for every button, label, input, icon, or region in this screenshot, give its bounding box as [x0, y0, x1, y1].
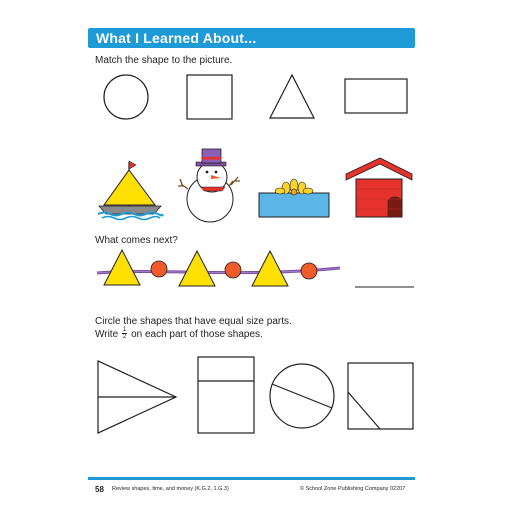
- instruction-write-word: Write: [95, 329, 119, 341]
- page-number: 58: [95, 485, 104, 494]
- rectangle-divided[interactable]: [198, 357, 254, 433]
- next-instruction: What comes next?: [95, 235, 178, 246]
- pattern-triangle-2: [179, 251, 215, 286]
- triangle-shape[interactable]: [270, 75, 314, 118]
- rectangle-shape[interactable]: [345, 79, 407, 113]
- gift-icon[interactable]: [259, 179, 329, 217]
- pattern-triangle-3: [252, 251, 288, 286]
- sailboat-icon[interactable]: [98, 161, 163, 220]
- match-instruction: Match the shape to the picture.: [95, 55, 233, 66]
- square-shape[interactable]: [187, 75, 232, 119]
- square-divided[interactable]: [348, 363, 413, 429]
- footer-copyright: © School Zone Publishing Company 02207: [300, 486, 406, 492]
- footer-description: Review shapes, time, and money (K.G.2, 1.G.3): [112, 486, 229, 492]
- circle-shape[interactable]: [104, 75, 148, 119]
- triangle-divided[interactable]: [98, 361, 176, 433]
- instruction-rest: on each part of those shapes.: [131, 329, 263, 341]
- page-title: What I Learned About...: [96, 30, 257, 46]
- fraction-denominator: 2: [122, 334, 127, 340]
- doghouse-icon[interactable]: [346, 158, 412, 217]
- pattern-circle-2: [225, 262, 241, 278]
- snowman-icon[interactable]: [178, 149, 240, 222]
- pattern-circle-1: [151, 261, 167, 277]
- circle-instruction-line1: Circle the shapes that have equal size parts.: [95, 316, 292, 327]
- circle-divided[interactable]: [270, 364, 334, 428]
- pattern-circle-3: [301, 263, 317, 279]
- fraction-numerator: 1: [122, 327, 127, 333]
- pattern-sequence: [97, 250, 340, 286]
- footer-rule: [88, 477, 415, 480]
- pattern-triangle-1: [104, 250, 140, 285]
